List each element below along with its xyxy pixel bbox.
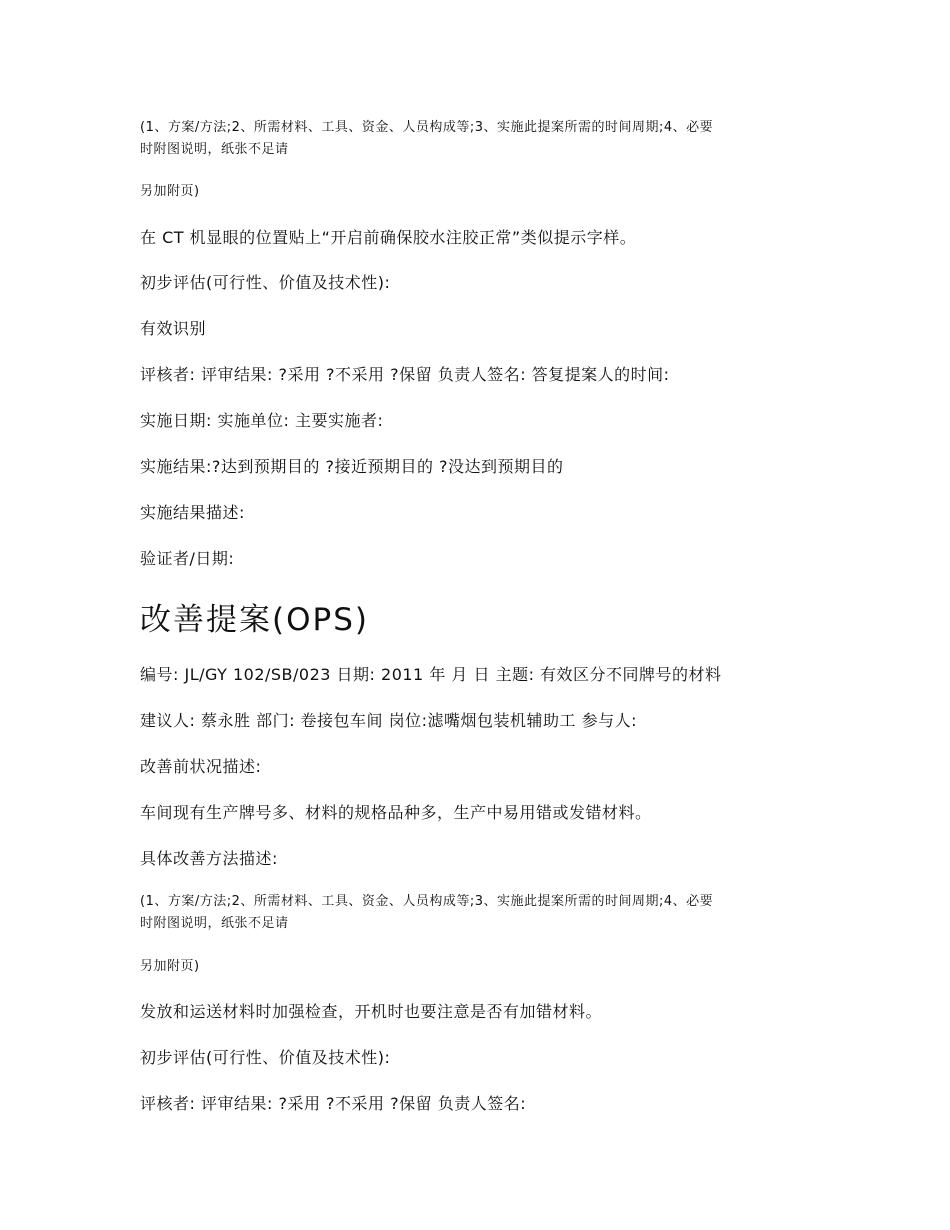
implementation-info: 实施日期: 实施单位: 主要实施者: <box>140 411 384 430</box>
evaluation-result: 有效识别 <box>140 319 207 338</box>
before-status-label: 改善前状况描述: <box>140 757 262 776</box>
before-status-text: 车间现有生产牌号多、材料的规格品种多，生产中易用错或发错材料。 <box>140 803 652 822</box>
verifier-label: 验证者/日期: <box>140 549 235 568</box>
implementation-result: 实施结果:?达到预期目的 ?接近预期目的 ?没达到预期目的 <box>140 457 564 476</box>
review-line: 评核者: 评审结果: ?采用 ?不采用 ?保留 负责人签名: 答复提案人的时间: <box>140 365 670 384</box>
implementation-description-label: 实施结果描述: <box>140 503 245 522</box>
proposal-note-line-1: (1、方案/方法;2、所需材料、工具、资金、人员构成等;3、实施此提案所需的时间周期;4、必要 <box>140 120 714 135</box>
improvement-method-label: 具体改善方法描述: <box>140 849 278 868</box>
initial-evaluation-label: 初步评估(可行性、价值及技术性): <box>140 1048 391 1067</box>
review-line: 评核者: 评审结果: ?采用 ?不采用 ?保留 负责人签名: <box>140 1094 527 1113</box>
initial-evaluation-label: 初步评估(可行性、价值及技术性): <box>140 273 391 292</box>
proposal-note-line-2: 时附图说明，纸张不足请 <box>140 142 289 157</box>
method-description: 发放和运送材料时加强检查，开机时也要注意是否有加错材料。 <box>140 1002 603 1021</box>
proposer-line: 建议人: 蔡永胜 部门: 卷接包车间 岗位:滤嘴烟包装机辅助工 参与人: <box>140 711 637 730</box>
proposal-note-line-1: (1、方案/方法;2、所需材料、工具、资金、人员构成等;3、实施此提案所需的时间周期;4、必要 <box>140 894 714 909</box>
proposal-note-line-3: 另加附页) <box>140 959 200 974</box>
method-description: 在 CT 机显眼的位置贴上“开启前确保胶水注胶正常”类似提示字样。 <box>140 228 637 247</box>
proposal-note-line-2: 时附图说明，纸张不足请 <box>140 916 289 931</box>
page-title: 改善提案(OPS) <box>140 602 369 638</box>
proposal-number-line: 编号: JL/GY 102/SB/023 日期: 2011 年 月 日 主题: 有效区分不同牌号的材料 <box>140 665 722 684</box>
proposal-note-line-3: 另加附页) <box>140 184 200 199</box>
